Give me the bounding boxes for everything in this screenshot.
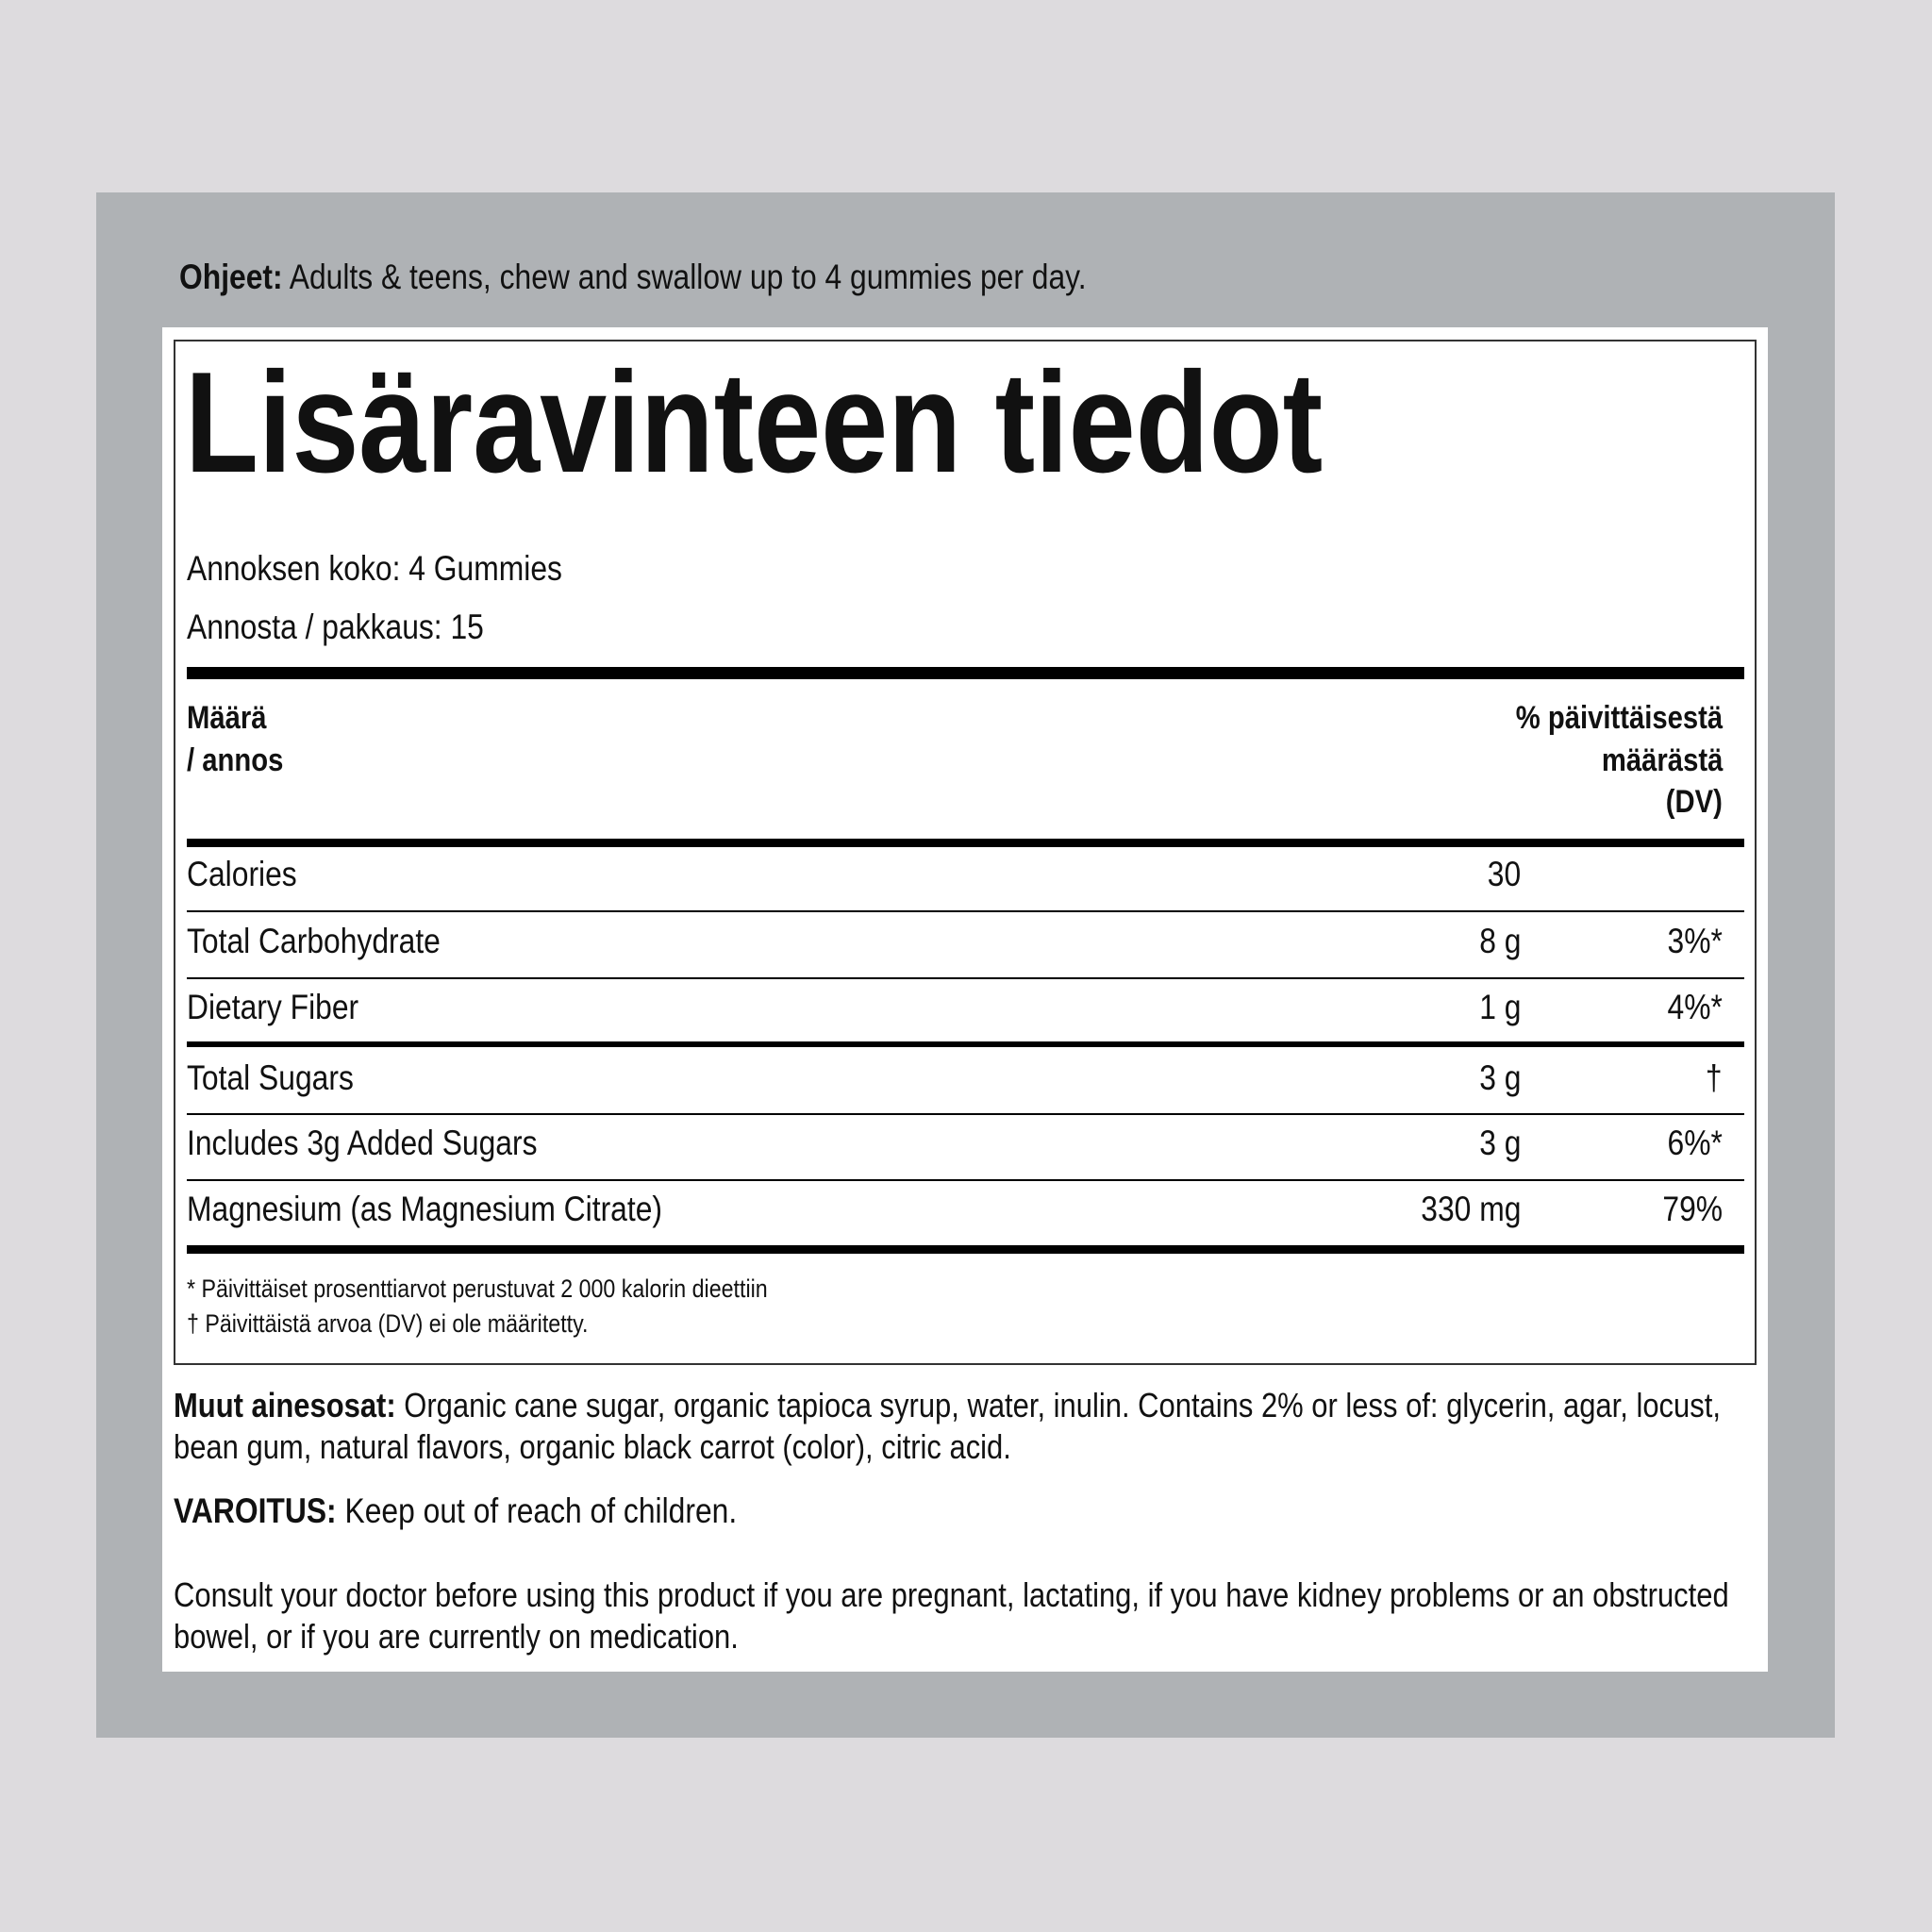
dv-header: % päivittäisestä	[1515, 700, 1723, 736]
dv-header-3: (DV)	[1665, 784, 1723, 820]
row-amount: 330 mg	[1420, 1190, 1521, 1228]
row-dv: 79%	[1662, 1190, 1723, 1228]
directions-label: Ohjeet:	[179, 258, 283, 296]
row-name: Includes 3g Added Sugars	[187, 1124, 538, 1162]
row-name: Calories	[187, 855, 297, 893]
dv-header-2: määrästä	[1601, 742, 1723, 778]
row-name: Magnesium (as Magnesium Citrate)	[187, 1190, 663, 1228]
directions	[179, 257, 1087, 298]
directions-text: Adults & teens, chew and swallow up to 4 gummies per day.	[289, 258, 1087, 296]
row-dv: 4%*	[1667, 988, 1723, 1026]
row-name: Total Carbohydrate	[187, 922, 441, 960]
row-name: Total Sugars	[187, 1058, 354, 1097]
other-ingredients-label: Muut ainesosat:	[174, 1386, 396, 1424]
divider-thick	[187, 839, 1744, 847]
servings-per-container: Annosta / pakkaus: 15	[187, 608, 484, 646]
row-amount: 3 g	[1478, 1058, 1521, 1097]
amount-header: Määrä	[187, 700, 267, 736]
warning-label: VAROITUS:	[174, 1491, 337, 1530]
footnote: † Päivittäistä arvoa (DV) ei ole määritetty.	[187, 1309, 589, 1338]
divider-thick	[187, 1245, 1744, 1254]
other-ingredients	[174, 1385, 1752, 1468]
row-dv: 6%*	[1667, 1124, 1723, 1162]
footnote: * Päivittäiset prosenttiarvot perustuvat 2 000 kalorin dieettiin	[187, 1274, 768, 1303]
row-amount: 30	[1487, 855, 1521, 893]
row-divider	[187, 977, 1744, 979]
row-divider	[187, 1113, 1744, 1115]
serving-size: Annoksen koko: 4 Gummies	[187, 549, 562, 588]
warning-text: Keep out of reach of children.	[344, 1491, 738, 1530]
row-amount: 3 g	[1478, 1124, 1521, 1162]
consult-notice: Consult your doctor before using this product if you are pregnant, lactating, if you have kidney problems or an obstructed bowel, or if you are currently on medication.	[174, 1575, 1729, 1656]
row-dv: †	[1706, 1058, 1723, 1097]
amount-header-2: / annos	[187, 742, 284, 778]
row-divider	[187, 1179, 1744, 1181]
warning	[174, 1491, 737, 1532]
row-dv: 3%*	[1667, 922, 1723, 960]
other-ingredients-text: Organic cane sugar, organic tapioca syrup, water, inulin. Contains 2% or less of: glycerin, agar, locust, bean gum, natural flavors, organic black carrot (color), citric acid.	[174, 1386, 1721, 1466]
row-name: Dietary Fiber	[187, 988, 359, 1026]
row-amount: 8 g	[1478, 922, 1521, 960]
row-divider	[187, 910, 1744, 912]
row-divider-thick	[187, 1041, 1744, 1047]
page-title: Lisäravinteen tiedot	[185, 342, 1324, 503]
row-amount: 1 g	[1478, 988, 1521, 1026]
divider-thick	[187, 667, 1744, 679]
